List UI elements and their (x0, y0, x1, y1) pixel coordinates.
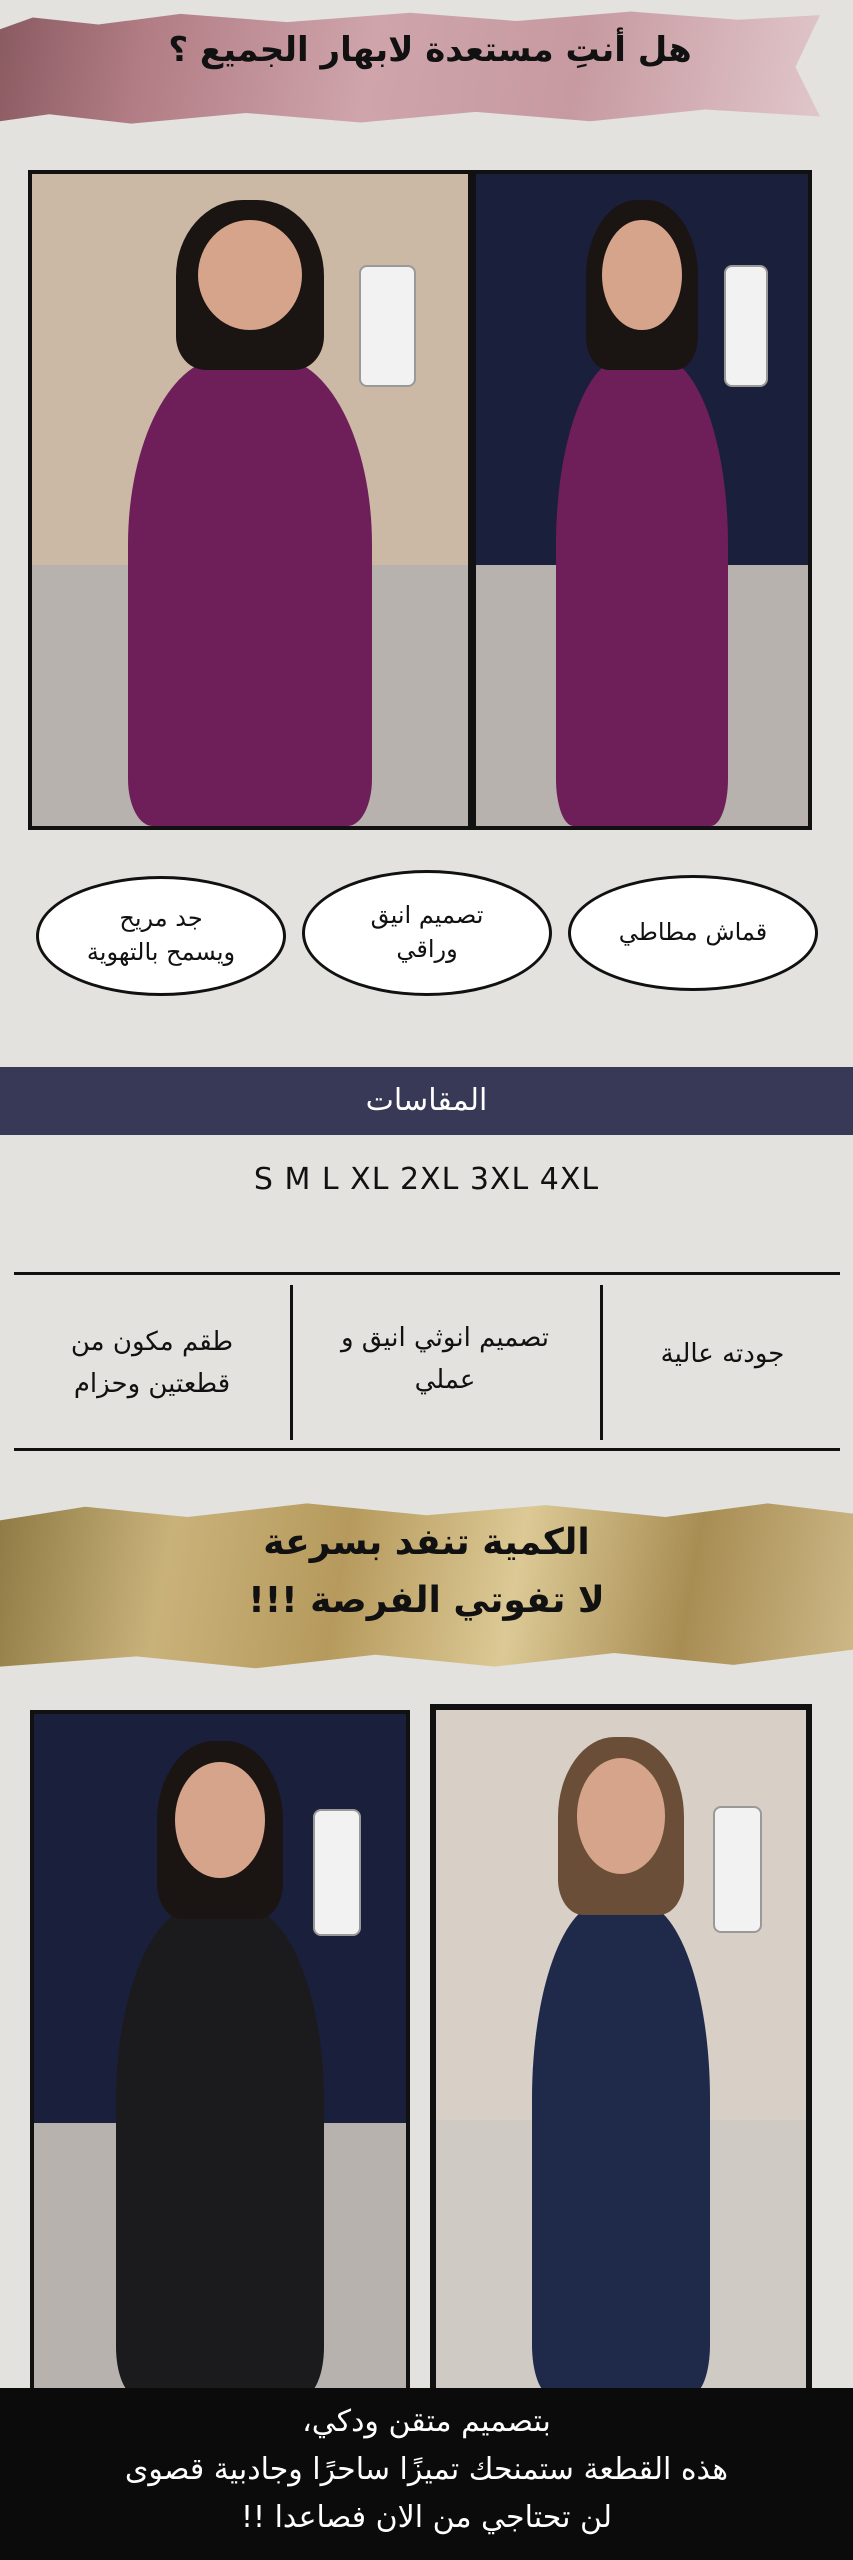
table-top-border (14, 1272, 840, 1275)
feature-oval-comfort-line1: جد مريح (119, 904, 203, 933)
urgency-line1: الكمية تنفد بسرعة (263, 1522, 590, 1563)
sizes-title: المقاسات (365, 1083, 488, 1118)
feature-set (14, 1322, 290, 1405)
feature-quality: جودته عالية (660, 1339, 785, 1369)
feature-elegant-line2: عملي (414, 1364, 476, 1395)
sizes-list: S M L XL 2XL 3XL 4XL (253, 1162, 600, 1197)
feature-oval-fabric (568, 875, 818, 991)
feature-oval-design (302, 870, 552, 996)
table-divider-right (600, 1285, 603, 1440)
feature-oval-comfort (36, 876, 286, 996)
table-bottom-border (14, 1448, 840, 1451)
footer-line1: بتصميم متقن ودكي، (302, 2404, 551, 2439)
feature-oval-design-line1: تصميم انيق (370, 901, 484, 930)
footer-line3: لن تحتاجي من الان فصاعدا !! (240, 2500, 613, 2535)
feature-oval-design-line2: وراقي (396, 935, 458, 963)
photo-bottom-right (430, 1704, 812, 2400)
table-divider-left (290, 1285, 293, 1440)
feature-set-line1: طقم مكون من (70, 1327, 234, 1357)
feature-elegant (295, 1318, 595, 1401)
feature-elegant-line1: تصميم انوثي انيق و (340, 1323, 550, 1353)
photo-top-right (472, 170, 812, 830)
header-title: هل أنتِ مستعدة لابهار الجميع ؟ (168, 30, 692, 70)
photo-bottom-left (30, 1710, 410, 2400)
feature-oval-fabric-text: قماش مطاطي (618, 918, 768, 947)
footer-line2: هذه القطعة ستمنحك تميزًا ساحرًا وجادبية قصوى (124, 2452, 729, 2487)
urgency-line2: لا تفوتي الفرصة !!! (248, 1580, 605, 1621)
photo-top-left (28, 170, 472, 830)
feature-set-line2: قطعتين وحزام (73, 1368, 231, 1399)
feature-oval-comfort-line2: ويسمح بالتهوية (86, 938, 236, 966)
